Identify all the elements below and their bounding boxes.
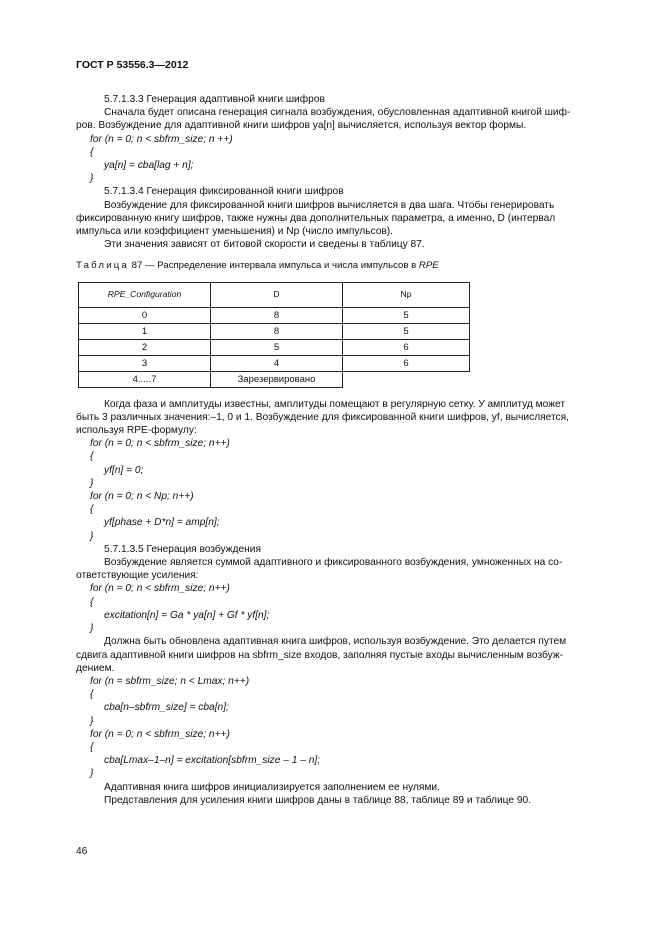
code-line: } [90,173,94,185]
paragraph-line: Эти значения зависят от битовой скорости и сведены в таблицу 87. [104,239,425,251]
code-line: { [90,741,94,753]
code-line: for (n = 0; n < sbfrm_size; n++) [90,583,230,595]
code-line: yf[n] = 0; [104,464,144,476]
code-line: } [90,768,94,780]
table-header-cell: RPE_Configuration [79,282,211,307]
code-line: } [90,623,94,635]
table-cell: 2 [79,339,211,355]
table-cell: 4.....7 [79,371,211,387]
table-header-row [79,282,470,307]
paragraph-line: фиксированную книгу шифров, также нужны два дополнительных параметра, а именно, D (интервал [76,212,556,224]
code-line: for (n = 0; n < sbfrm_size; n++) [90,728,230,740]
code-line: ya[n] = cba[lag + n]; [104,160,194,172]
table-row [79,339,470,355]
table-cell: Зарезервировано [211,371,343,387]
code-line: for (n = sbfrm_size; n < Lmax; n++) [90,675,250,687]
table-row [79,371,470,387]
code-line: excitation[n] = Ga * ya[n] + Gf * yf[n]; [104,609,270,621]
code-line: for (n = 0; n < Np; n++) [90,491,194,503]
section-heading: 5.7.1.3.4 Генерация фиксированной книги шифров [104,186,344,198]
code-line: { [90,146,94,158]
paragraph-line: дением. [76,662,115,674]
table-cell: 5 [343,307,470,323]
table-cell: 4 [211,355,343,371]
table-header-cell: D [211,282,343,307]
table-caption-rpe: RPE [418,260,439,272]
table-cell: 3 [79,355,211,371]
paragraph-line: Сначала будет описана генерация сигнала возбуждения, обусловленная адаптивной книгой шиф- [104,107,571,119]
table-cell: 5 [211,339,343,355]
code-line: { [90,689,94,701]
document-header: ГОСТ Р 53556.3—2012 [76,59,189,71]
code-line: } [90,715,94,727]
code-line: for (n = 0; n < sbfrm_size; n ++) [90,133,233,145]
section-heading: 5.7.1.3.5 Генерация возбуждения [104,543,261,555]
code-line: cba[Lmax–1–n] = excitation[sbfrm_size – 1 – n]; [104,755,321,767]
table-row [79,307,470,323]
table-caption [76,259,604,272]
table-cell: 8 [211,323,343,339]
paragraph-line: ров. Возбуждение для адаптивной книги шифров ya[n] вычисляется, используя вектор формы. [76,120,527,132]
paragraph-line: быть 3 различных значения:–1, 0 и 1. Возбуждение для фиксированной книги шифров, yf, вычисляется, [76,411,569,423]
paragraph-line: ответствующие усиления: [76,570,199,582]
table-caption-text: 87 — Распределение интервала импульса и числа импульсов в [129,260,419,272]
paragraph-line: сдвига адаптивной книги шифров на sbfrm_size входов, заполняя пустые входы вычисленным возбуж- [76,649,564,661]
code-line: } [90,477,94,489]
paragraph-line: Возбуждение для фиксированной книги шифров вычисляется в два шага. Чтобы генерировать [104,199,555,211]
paragraph-line: Должна быть обновлена адаптивная книга шифров, используя возбуждение. Это делается путем [104,636,567,648]
code-line: } [90,530,94,542]
paragraph-line: импульса или коэффициент уменьшения) и Np (число импульсов). [76,226,394,238]
table-row [79,323,470,339]
code-line: { [90,504,94,516]
paragraph-line: Когда фаза и амплитуды известны, амплитуды помещают в регулярную сетку. У амплитуд может [104,398,565,410]
table-cell: 8 [211,307,343,323]
table-cell: 5 [343,323,470,339]
table-cell: 1 [79,323,211,339]
table-header-cell: Np [343,282,470,307]
page-content [76,93,604,807]
code-line: for (n = 0; n < sbfrm_size; n++) [90,438,230,450]
code-line: { [90,451,94,463]
table-cell: 0 [79,307,211,323]
paragraph-line: Представления для усиления книги шифров даны в таблице 88, таблице 89 и таблице 90. [104,794,532,806]
table-caption-word: Таблица [76,260,130,272]
page-number: 46 [76,846,88,857]
table-cell: 6 [343,339,470,355]
code-line: { [90,596,94,608]
table-row [79,355,470,371]
code-line: yf[phase + D*n] = amp[n]; [104,517,220,529]
code-line: cba[n–sbfrm_size] = cba[n]; [104,702,229,714]
table-87-wrapper [76,282,604,388]
section-heading: 5.7.1.3.3 Генерация адаптивной книги шифров [104,94,325,105]
paragraph-line: используя RPE-формулу: [76,425,197,437]
paragraph-line: Адаптивная книга шифров инициализируется заполнением ее нулями. [104,781,440,793]
paragraph-line: Возбуждение является суммой адаптивного и фиксированного возбуждения, умноженных на со- [104,557,563,569]
table-cell-empty [343,371,470,387]
table-87 [78,282,470,388]
table-cell: 6 [343,355,470,371]
